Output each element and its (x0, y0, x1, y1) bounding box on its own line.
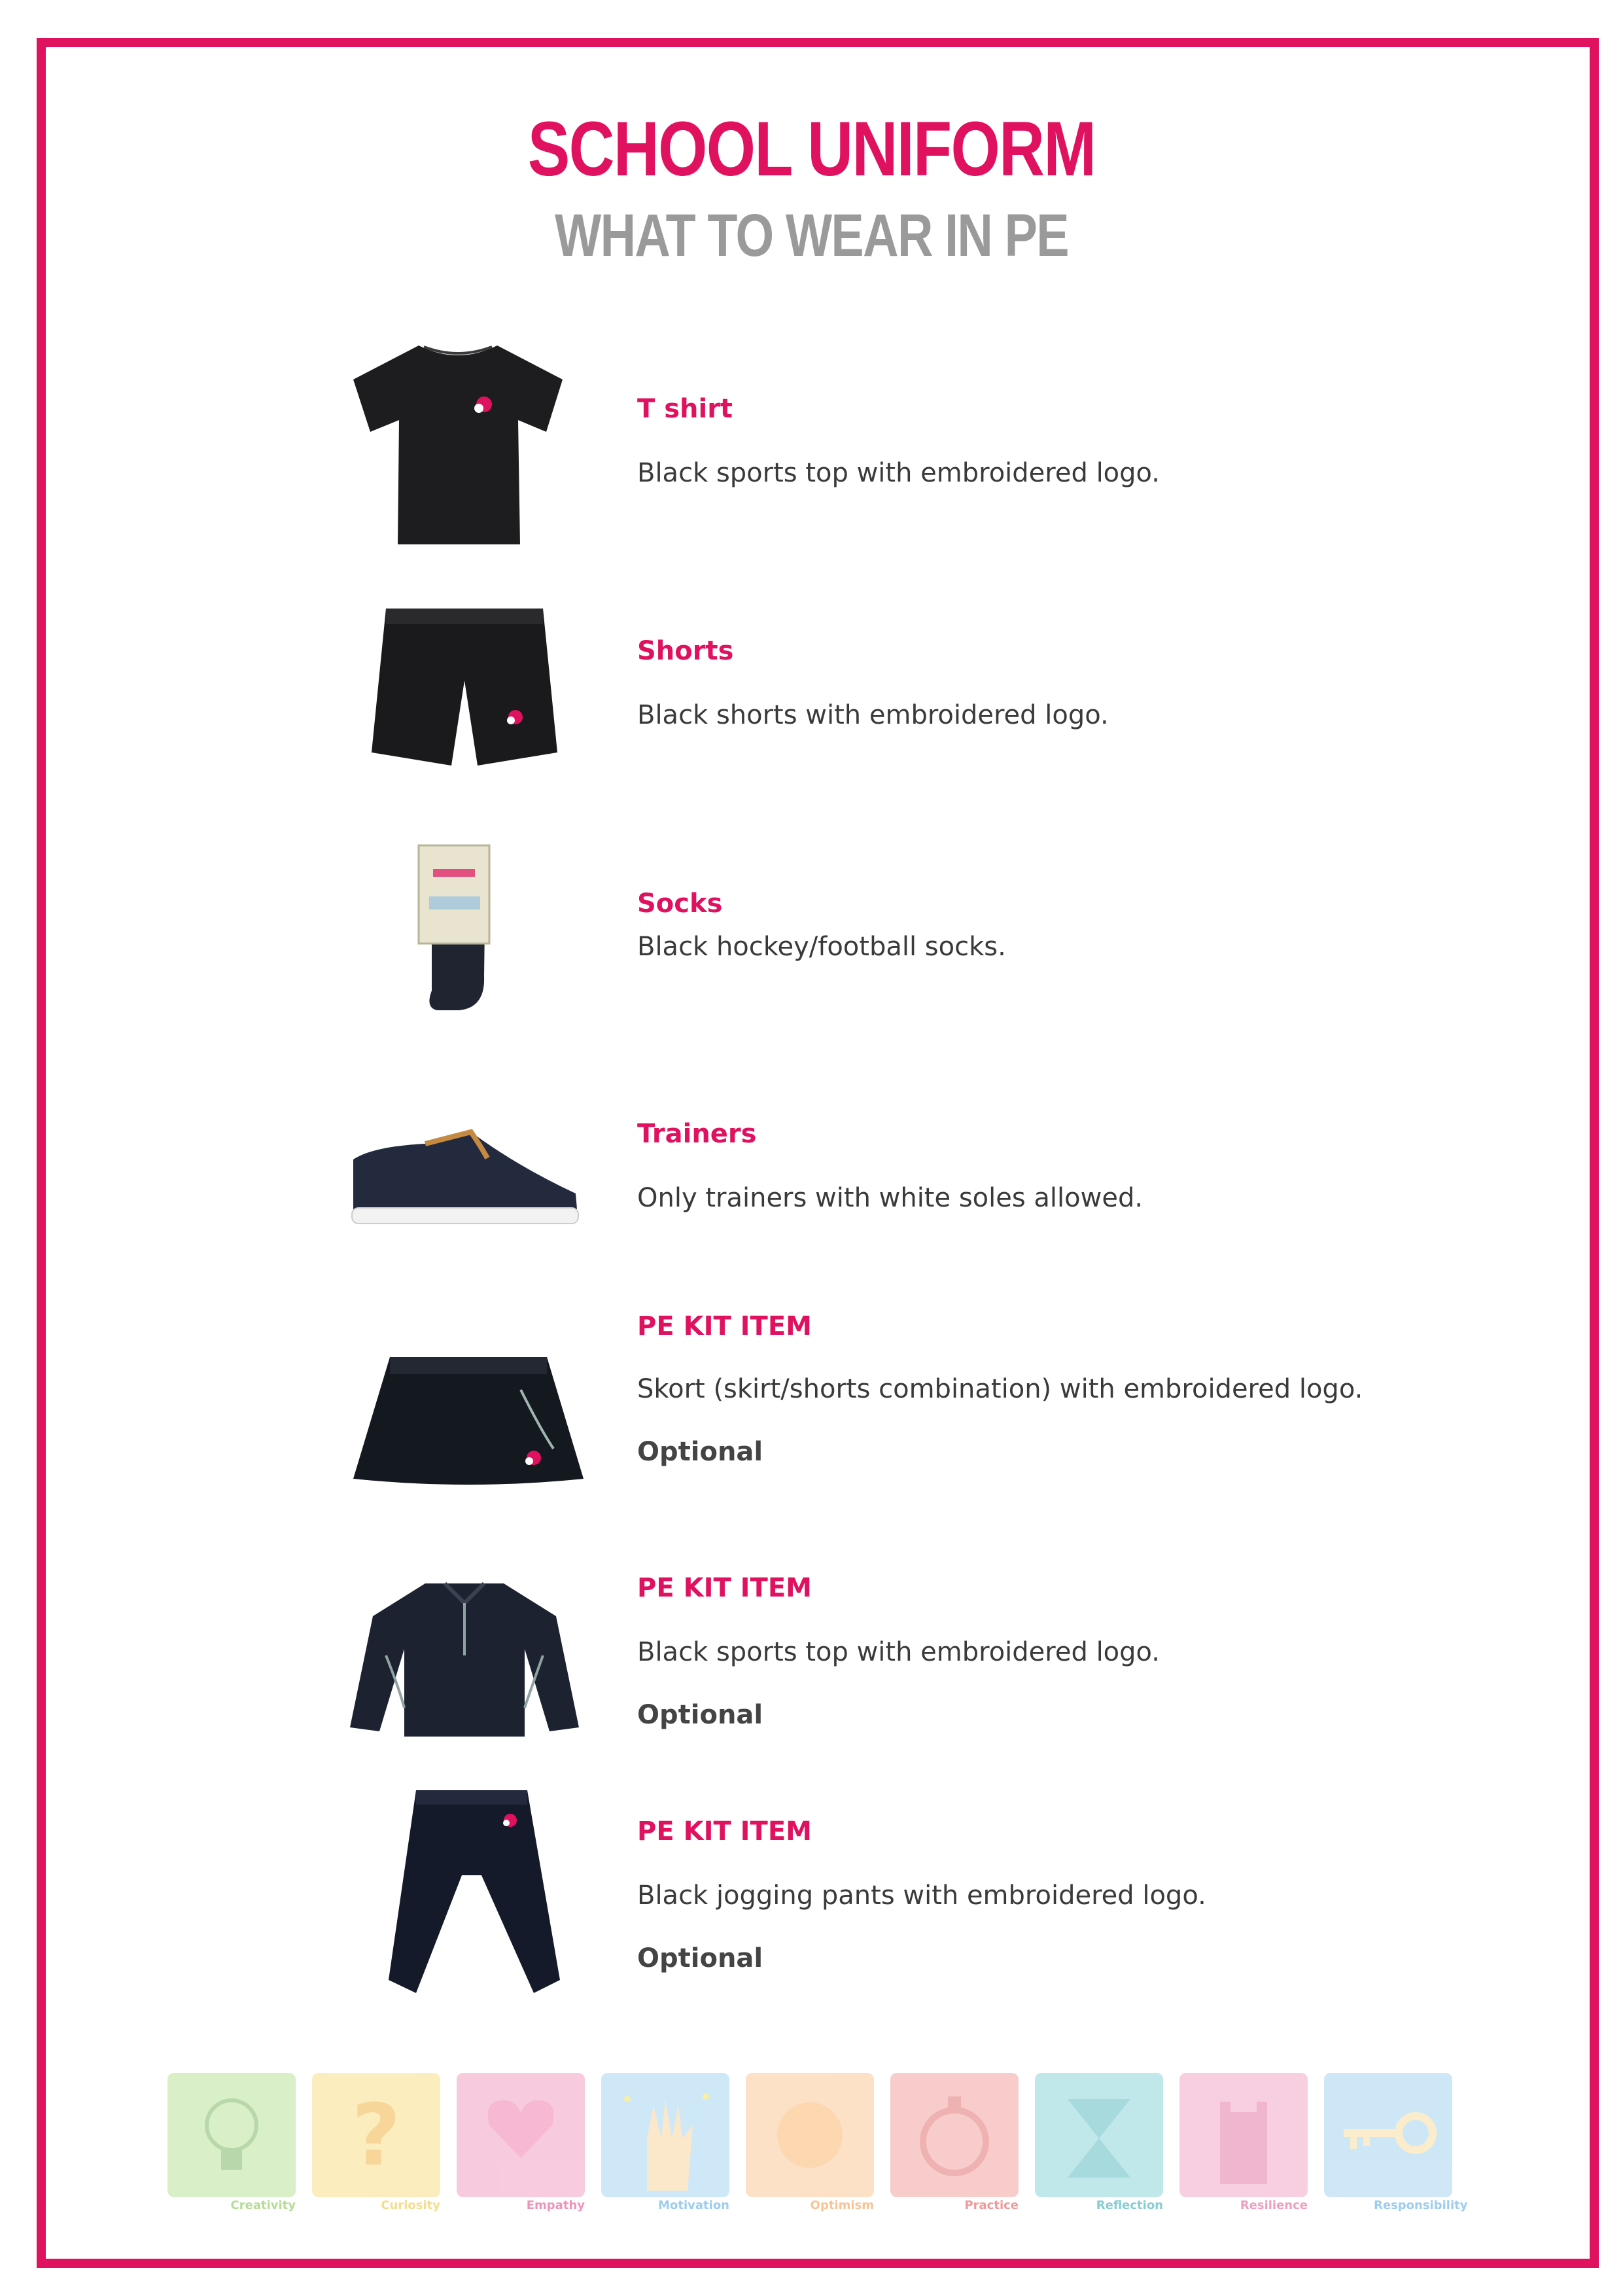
value-label-practice: Practice (964, 2199, 1019, 2212)
school-values-strip (167, 2073, 1455, 2199)
tshirt-image (347, 334, 569, 550)
skort-image (351, 1351, 586, 1488)
item-name: PE KIT ITEM (637, 1573, 812, 1603)
lightbulb-icon (167, 2073, 296, 2197)
value-label-reflection: Reflection (1096, 2199, 1163, 2212)
optional-label: Optional (637, 1943, 763, 1973)
item-description: Skort (skirt/shorts combination) with embroidered logo. (637, 1374, 1363, 1404)
raised-hand-stars-icon (601, 2073, 729, 2197)
castle-icon (1179, 2073, 1308, 2197)
item-name: PE KIT ITEM (637, 1816, 812, 1846)
value-label-responsibility: Responsibility (1374, 2199, 1468, 2212)
page-subtitle: WHAT TO WEAR IN PE (555, 202, 1068, 269)
item-description: Black hockey/football socks. (637, 932, 1006, 962)
value-label-creativity: Creativity (230, 2199, 296, 2212)
item-name: Shorts (637, 636, 734, 666)
value-label-optimism: Optimism (810, 2199, 874, 2212)
stopwatch-icon (890, 2073, 1019, 2197)
sports-jacket-image (347, 1577, 582, 1740)
item-name: T shirt (637, 394, 733, 424)
optional-label: Optional (637, 1437, 763, 1467)
question-mark-icon (312, 2073, 440, 2197)
svg-text:?: ? (351, 2085, 401, 2185)
value-label-empathy: Empathy (526, 2199, 585, 2212)
socks-image (407, 839, 512, 1016)
value-label-motivation: Motivation (658, 2199, 729, 2212)
jogging-pants-image (364, 1784, 586, 2006)
heart-hands-icon (457, 2073, 585, 2197)
page-border (37, 38, 1599, 2268)
optional-label: Optional (637, 1700, 763, 1730)
page-title: SCHOOL UNIFORM (527, 106, 1096, 192)
sun-icon (746, 2073, 874, 2197)
item-description: Black shorts with embroidered logo. (637, 700, 1109, 730)
item-name: Socks (637, 889, 723, 919)
trainers-image (347, 1120, 582, 1231)
value-label-resilience: Resilience (1240, 2199, 1308, 2212)
item-name: PE KIT ITEM (637, 1311, 812, 1341)
hourglass-icon (1035, 2073, 1163, 2197)
item-description: Only trainers with white soles allowed. (637, 1183, 1143, 1213)
item-name: Trainers (637, 1119, 757, 1149)
item-description: Black sports top with embroidered logo. (637, 1637, 1161, 1667)
item-description: Black jogging pants with embroidered logo. (637, 1881, 1206, 1911)
value-label-curiosity: Curiosity (381, 2199, 440, 2212)
item-description: Black sports top with embroidered logo. (637, 458, 1161, 488)
shorts-image (366, 602, 563, 772)
key-icon (1324, 2073, 1452, 2197)
